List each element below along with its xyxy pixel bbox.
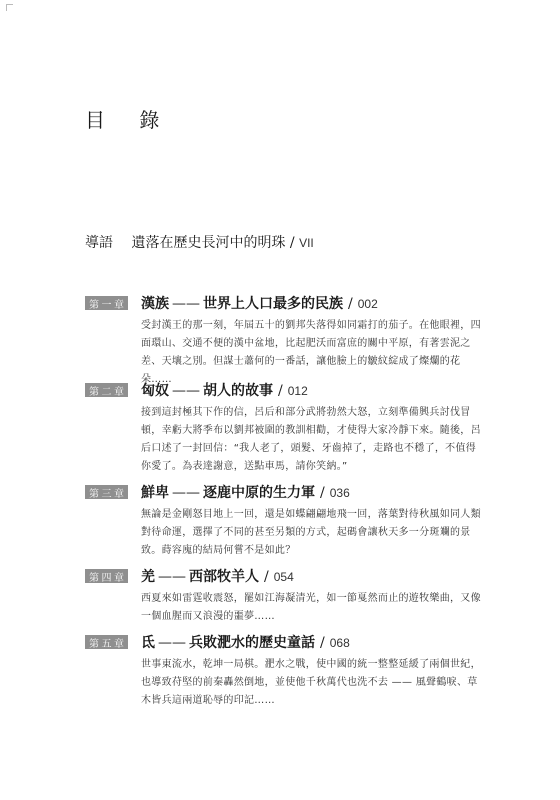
chapter-entry[interactable] [85,380,485,476]
chapter-page-number: 002 [357,297,378,311]
page-title: 目 錄 [85,108,174,132]
intro-slash: / [289,235,300,251]
chapter-subtitle: 世界上人口最多的民族 [203,296,343,312]
chapter-page-number: 036 [329,486,350,500]
chapter-badge: 第 四 章 [85,569,128,583]
chapter-name: 匈奴 [141,383,169,399]
chapter-subtitle: 西部牧羊人 [189,569,259,585]
chapter-name: 漢族 [141,296,169,312]
chapter-badge: 第 二 章 [85,383,128,397]
chapter-dash: —— [158,635,186,651]
chapter-badge: 第 五 章 [85,635,128,649]
chapter-dash: —— [172,485,200,501]
chapter-entry[interactable] [85,482,485,560]
chapter-badge: 第 一 章 [85,296,128,310]
chapter-subtitle: 兵敗淝水的歷史童話 [189,635,315,651]
chapter-entry[interactable] [85,566,485,626]
chapter-summary: 無論是金剛怒目地上一回，還是如蝶翩翩地飛一回，落葉對待秋風如同人類對待命運，選擇了不同的甚至另類的方式，起碼會讓秋天多一分斑斕的景致。蒔容廆的結局何嘗不是如此？ [141,509,481,556]
chapter-summary: 西夏來如雷霆收震怒，罷如江海凝清光，如一節戛然而止的遊牧樂曲，又像一個血腥而又浪漫的噩夢…… [141,593,481,622]
page-corner-mark [6,4,13,11]
chapter-summary: 世事東流水，乾坤一局棋。淝水之戰，使中國的統一整整延緩了兩個世紀，也導致苻堅的前秦轟然倒地，並使他千秋萬代也洗不去 —— 風聲鶴唳、草木皆兵這兩道恥辱的印記…… [141,659,481,706]
chapter-name: 氐 [141,635,155,651]
chapter-badge: 第 三 章 [85,485,128,499]
chapter-page-number: 068 [329,636,350,650]
chapter-dash: —— [172,296,200,312]
chapter-title: 氐 —— 兵敗淝水的歷史童話 / 068 [141,635,350,651]
intro-page-number: VII [299,236,314,250]
chapter-dash: —— [172,383,200,399]
chapter-title: 鮮卑 —— 逐鹿中原的生力軍 / 036 [141,485,350,501]
chapter-page-number: 012 [287,384,308,398]
chapter-summary: 受封漢王的那一刻，年屆五十的劉邦失落得如同霜打的茄子。在他眼裡，四面環山、交通不便的漢中盆地，比起肥沃而富庶的關中平原，有著雲泥之差、天壤之別。但謀士蕭何的一番話，讓他臉上的皺紋綻成了燦爛的花朵…… [141,320,481,385]
intro-entry[interactable] [85,232,505,252]
chapter-title: 羌 —— 西部牧羊人 / 054 [141,569,294,585]
chapter-page-number: 054 [273,570,294,584]
chapter-entry[interactable] [85,293,485,389]
chapter-summary: 接到這封極其下作的信，呂后和部分武將勃然大怒，立刻準備興兵討伐冒頓，幸虧大將季布以劉邦被圍的教訓相勸，才使得大家冷靜下來。隨後，呂后口述了一封回信：“我人老了，頭髮、牙齒掉了，走路也不穩了，不值得你愛了。為表達謝意，送點車馬，請你笑納。” [141,407,481,472]
chapter-name: 羌 [141,569,155,585]
chapter-subtitle: 逐鹿中原的生力軍 [203,485,315,501]
chapter-entry[interactable] [85,632,485,710]
chapter-title: 匈奴 —— 胡人的故事 / 012 [141,383,308,399]
chapter-title: 漢族 —— 世界上人口最多的民族 / 002 [141,296,378,312]
intro-label: 導語 [85,235,113,251]
chapter-subtitle: 胡人的故事 [203,383,273,399]
chapter-name: 鮮卑 [141,485,169,501]
intro-title: 遺落在歷史長河中的明珠 [131,235,286,251]
chapter-dash: —— [158,569,186,585]
